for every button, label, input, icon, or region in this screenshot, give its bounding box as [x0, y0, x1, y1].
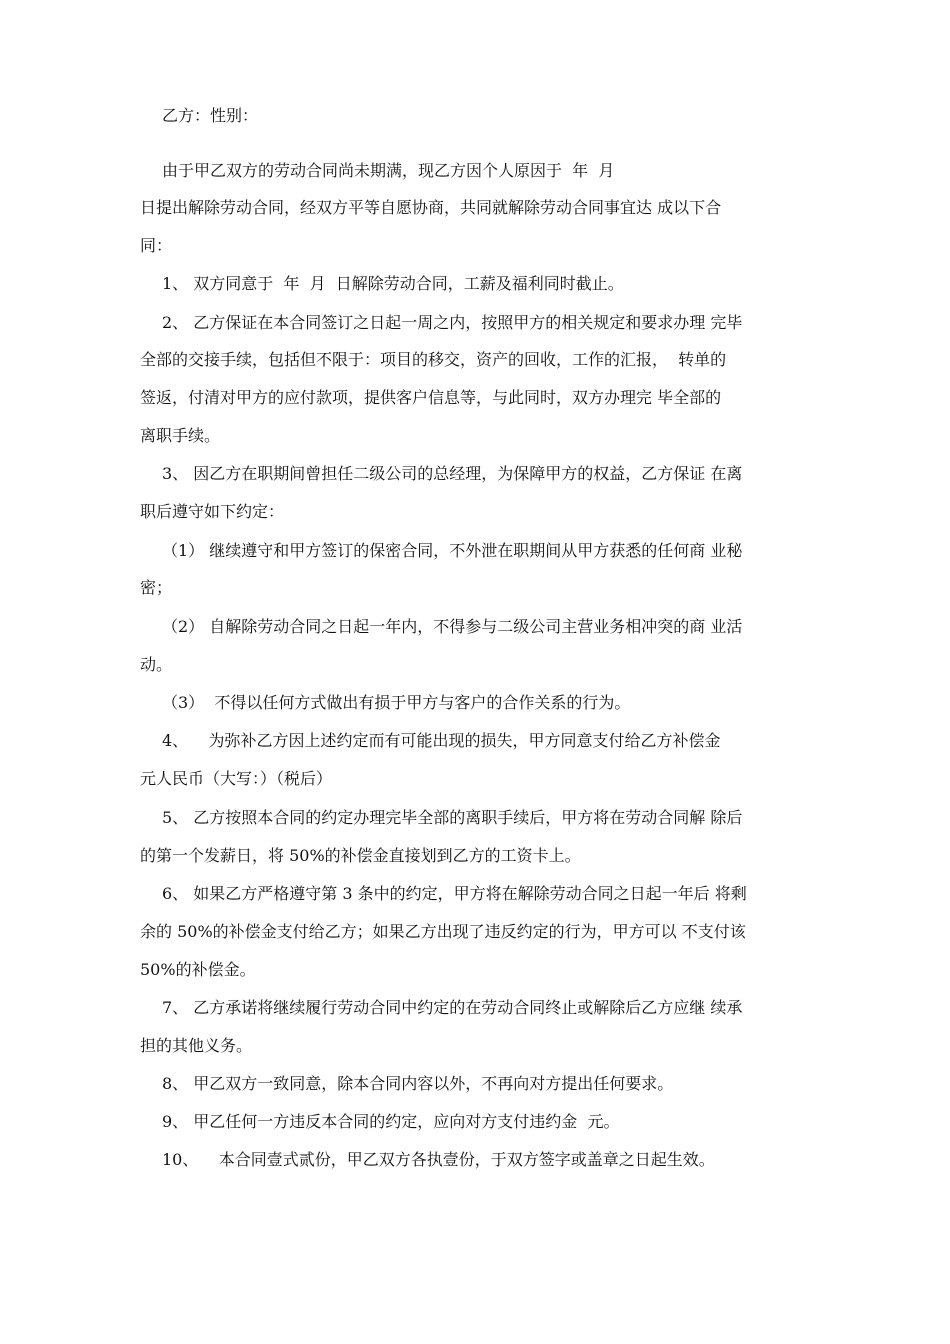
- clause-6-line-2: 余的 50%的补偿金支付给乙方；如果乙方出现了违反约定的行为，甲方可以 不支付该: [140, 922, 746, 941]
- clause-4-line-1: 4、 为弥补乙方因上述约定而有可能出现的损失，甲方同意支付给乙方补偿金: [162, 731, 721, 750]
- clause-2-line-1: 2、 乙方保证在本合同签订之日起一周之内，按照甲方的相关规定和要求办理 完毕: [162, 313, 743, 332]
- clause-7-line-1: 7、 乙方承诺将继续履行劳动合同中约定的在劳动合同终止或解除后乙方应继 续承: [162, 998, 743, 1017]
- subclause-3-line-1: （3） 不得以任何方式做出有损于甲方与客户的合作关系的行为。: [162, 693, 631, 712]
- clause-6-line-1: 6、 如果乙方严格遵守第 3 条中的约定，甲方将在解除劳动合同之日起一年后 将剩: [162, 884, 747, 903]
- clause-10-line-1: 10、 本合同壹式贰份，甲乙双方各执壹份，于双方签字或盖章之日起生效。: [162, 1150, 715, 1169]
- clause-3-line-1: 3、 因乙方在职期间曾担任二级公司的总经理，为保障甲方的权益，乙方保证 在离: [162, 464, 743, 483]
- clause-3-line-2: 职后遵守如下约定：: [140, 502, 285, 521]
- intro-line-2: 日提出解除劳动合同，经双方平等自愿协商，共同就解除劳动合同事宜达 成以下合: [140, 198, 722, 217]
- intro-line-3: 同：: [140, 236, 173, 255]
- clause-4-line-2: 元人民币（大写：）（税后）: [140, 769, 333, 788]
- clause-5-line-1: 5、 乙方按照本合同的约定办理完毕全部的离职手续后，甲方将在劳动合同解 除后: [162, 808, 743, 827]
- clause-6-line-3: 50%的补偿金。: [140, 960, 256, 979]
- clause-8-line-1: 8、 甲乙双方一致同意，除本合同内容以外，不再向对方提出任何要求。: [162, 1074, 674, 1093]
- subclause-1-line-1: （1） 继续遵守和甲方签订的保密合同，不外泄在职期间从甲方获悉的任何商 业秘: [162, 541, 743, 560]
- clause-2-line-4: 离职手续。: [140, 426, 221, 445]
- clause-5-line-2: 的第一个发薪日，将 50%的补偿金直接划到乙方的工资卡上。: [140, 846, 581, 865]
- party-b-line: 乙方：性别：: [162, 106, 259, 125]
- clause-2-line-3: 签返，付清对甲方的应付款项，提供客户信息等，与此同时，双方办理完 毕全部的: [140, 388, 722, 407]
- subclause-1-line-2: 密；: [140, 578, 173, 597]
- clause-9-line-1: 9、 甲乙任何一方违反本合同的约定，应向对方支付违约金 元。: [162, 1112, 620, 1131]
- subclause-2-line-2: 动。: [140, 655, 173, 674]
- subclause-2-line-1: （2） 自解除劳动合同之日起一年内，不得参与二级公司主营业务相冲突的商 业活: [162, 617, 743, 636]
- intro-line-1: 由于甲乙双方的劳动合同尚未期满，现乙方因个人原因于 年 月: [162, 161, 615, 180]
- clause-1-line-1: 1、 双方同意于 年 月 日解除劳动合同，工薪及福利同时截止。: [162, 274, 624, 293]
- clause-2-line-2: 全部的交接手续，包括但不限于：项目的移交，资产的回收，工作的汇报， 转单的: [140, 350, 727, 369]
- clause-7-line-2: 担的其他义务。: [140, 1036, 253, 1055]
